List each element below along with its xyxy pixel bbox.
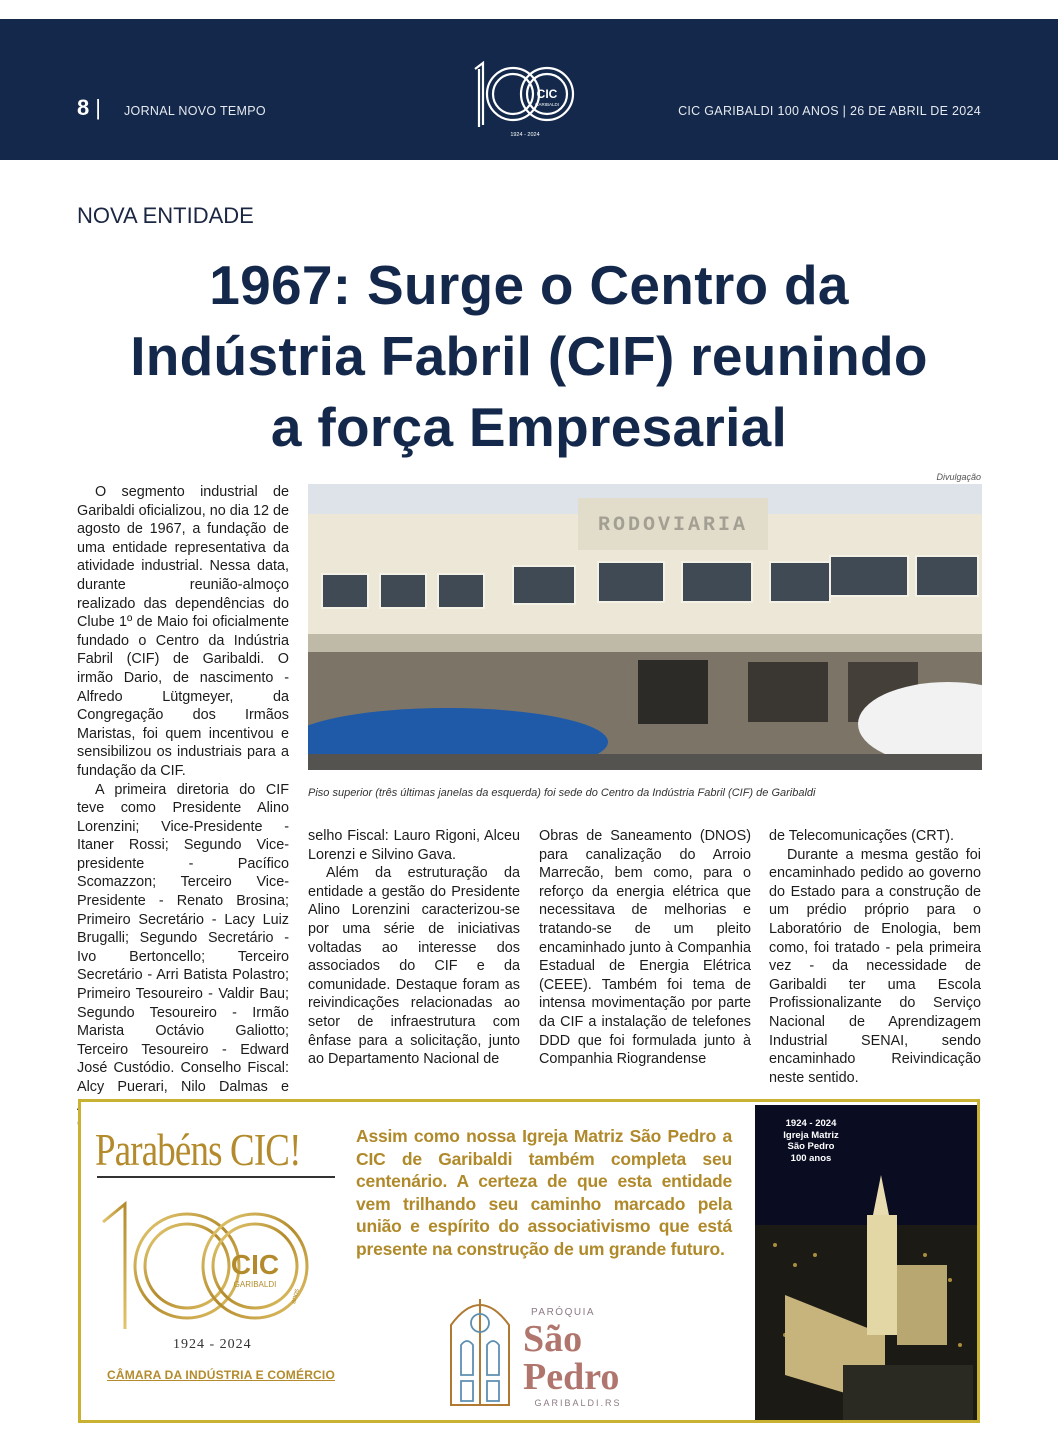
svg-text:CIC: CIC	[536, 87, 558, 101]
svg-text:CIC: CIC	[230, 1249, 280, 1280]
church-photo-text: 1924 - 2024 Igreja Matriz São Pedro 100 anos	[783, 1118, 839, 1164]
svg-text:São: São	[523, 1318, 583, 1360]
svg-text:GARIBALDI: GARIBALDI	[233, 1280, 277, 1289]
journal-name: JORNAL NOVO TEMPO	[124, 104, 266, 118]
svg-text:GARIBALDI: GARIBALDI	[534, 102, 560, 107]
svg-text:1924 - 2024: 1924 - 2024	[510, 132, 540, 138]
paragraph: Além da estruturação da entidade a gestão do Presidente Alino Lorenzini caracterizou-se por uma série de iniciativas voltadas ao interesse dos associados do CIF e da comunidade. Destaque foram as reivindicações relacionadas ao setor de infraestrutura com ênfase para a solicitação, junto ao Departamento Nacional de	[308, 865, 520, 1068]
rodoviaria-photo	[308, 484, 982, 770]
svg-text:anos: anos	[290, 1288, 301, 1305]
paroquia-sao-pedro-logo	[443, 1285, 653, 1413]
paragraph: de Telecomunicações (CRT).	[769, 828, 955, 844]
ad-title: Parabéns CIC!	[95, 1125, 301, 1175]
cic-100-logo	[465, 47, 585, 150]
svg-text:GARIBALDI.RS: GARIBALDI.RS	[534, 1398, 622, 1408]
svg-text:Pedro: Pedro	[523, 1356, 620, 1398]
page-number: 8 |	[77, 95, 101, 120]
title-underline	[97, 1176, 335, 1178]
edition-info: CIC GARIBALDI 100 ANOS | 26 DE ABRIL DE 2024	[678, 104, 981, 118]
ad-years: 1924 - 2024	[173, 1337, 252, 1352]
paragraph: Durante a mesma gestão foi encaminhado pedido ao governo do Estado para a construção de um prédio próprio para o Laboratório de Enologia, bem como, foi tratado - pela primeira vez - da necessidade de Garibaldi ter uma Escola Profissionalizante do Serviço Nacional de Aprendizagem Industrial SENAI, sendo encaminhado Reivindicação neste sentido.	[769, 846, 981, 1086]
church-night-photo	[755, 1105, 977, 1420]
paragraph: O segmento industrial de Garibaldi oficializou, no dia 12 de agosto de 1967, a fundação de uma entidade representativa da atividade industrial. Nessa data, durante reunião-almoço realizado das dependências do Clube 1º de Maio foi oficialmente fundado o Centro da Indústria Fabril (CIF) de Garibaldi. O irmão Dario, de nascimento - Alfredo Lütgmeyer, da Congregação dos Irmãos Maristas, foi quem incentivou e sensibilizou os industriais para a fundação da CIF.	[77, 484, 289, 779]
rodoviaria-sign: RODOVIARIA	[597, 514, 749, 537]
article-column-3	[539, 827, 751, 1069]
camara-label: CÂMARA DA INDÚSTRIA E COMÉRCIO	[107, 1368, 335, 1382]
section-kicker: NOVA ENTIDADE	[77, 203, 254, 228]
svg-text:PARÓQUIA: PARÓQUIA	[530, 1307, 596, 1318]
paragraph: Obras de Saneamento (DNOS) para canalização do Arroio Marrecão, bem como, para o reforço da energia elétrica que necessitava de melhorias e tratando-se de um pleito encaminhado junto à Companhia Estadual de Energia Elétrica (CEEE). Também foi tema de intensa movimentação por parte da CIF a instalação de telefones DDD que foi formulada junto à Companhia Riograndense	[539, 828, 751, 1068]
photo-credit: Divulgação	[936, 472, 981, 482]
parabens-ad	[78, 1099, 980, 1423]
article-column-1	[77, 483, 289, 1134]
photo-caption: Piso superior (três últimas janelas da esquerda) foi sede do Centro da Indústria Fabril (CIF) de Garibaldi	[308, 787, 816, 799]
paragraph: selho Fiscal: Lauro Rigoni, Alceu Lorenzi e Silvino Gava.	[308, 828, 520, 863]
paragraph: A primeira diretoria do CIF teve como Presidente Alino Lorenzini; Vice-Presidente - Itaner Rossi; Segundo Vice-presidente - Pacífico Scomazzon; Terceiro Vice-Presidente - Renato Brosina; Primeiro Secretário - Lacy Luiz Brugalli; Segundo Secretário - Ivo Bertoncello; Terceiro Secretário - Arri Batista Polastro; Primeiro Tesoureiro - Valdir Bau; Segundo Tesoureiro - Irmão Marista Octávio Galiotto; Terceiro Tesoureiro - Edward José Custódio. Conselho Fiscal: Alcy Puerari, Nilo Dalmas e	[77, 781, 289, 1095]
headline: 1967: Surge o Centro da Indústria Fabril (CIF) reunindo a força Empresarial	[130, 254, 928, 458]
ad-message: Assim como nossa Igreja Matriz São Pedro a CIC de Garibaldi também completa seu centenário. A certeza de que esta entidade vem trilhando seu caminho marcado pela união e espírito do associativismo que está presente na construção de um grande futuro.	[356, 1126, 732, 1259]
article-column-4	[769, 827, 981, 1087]
article-column-2	[308, 827, 520, 1069]
